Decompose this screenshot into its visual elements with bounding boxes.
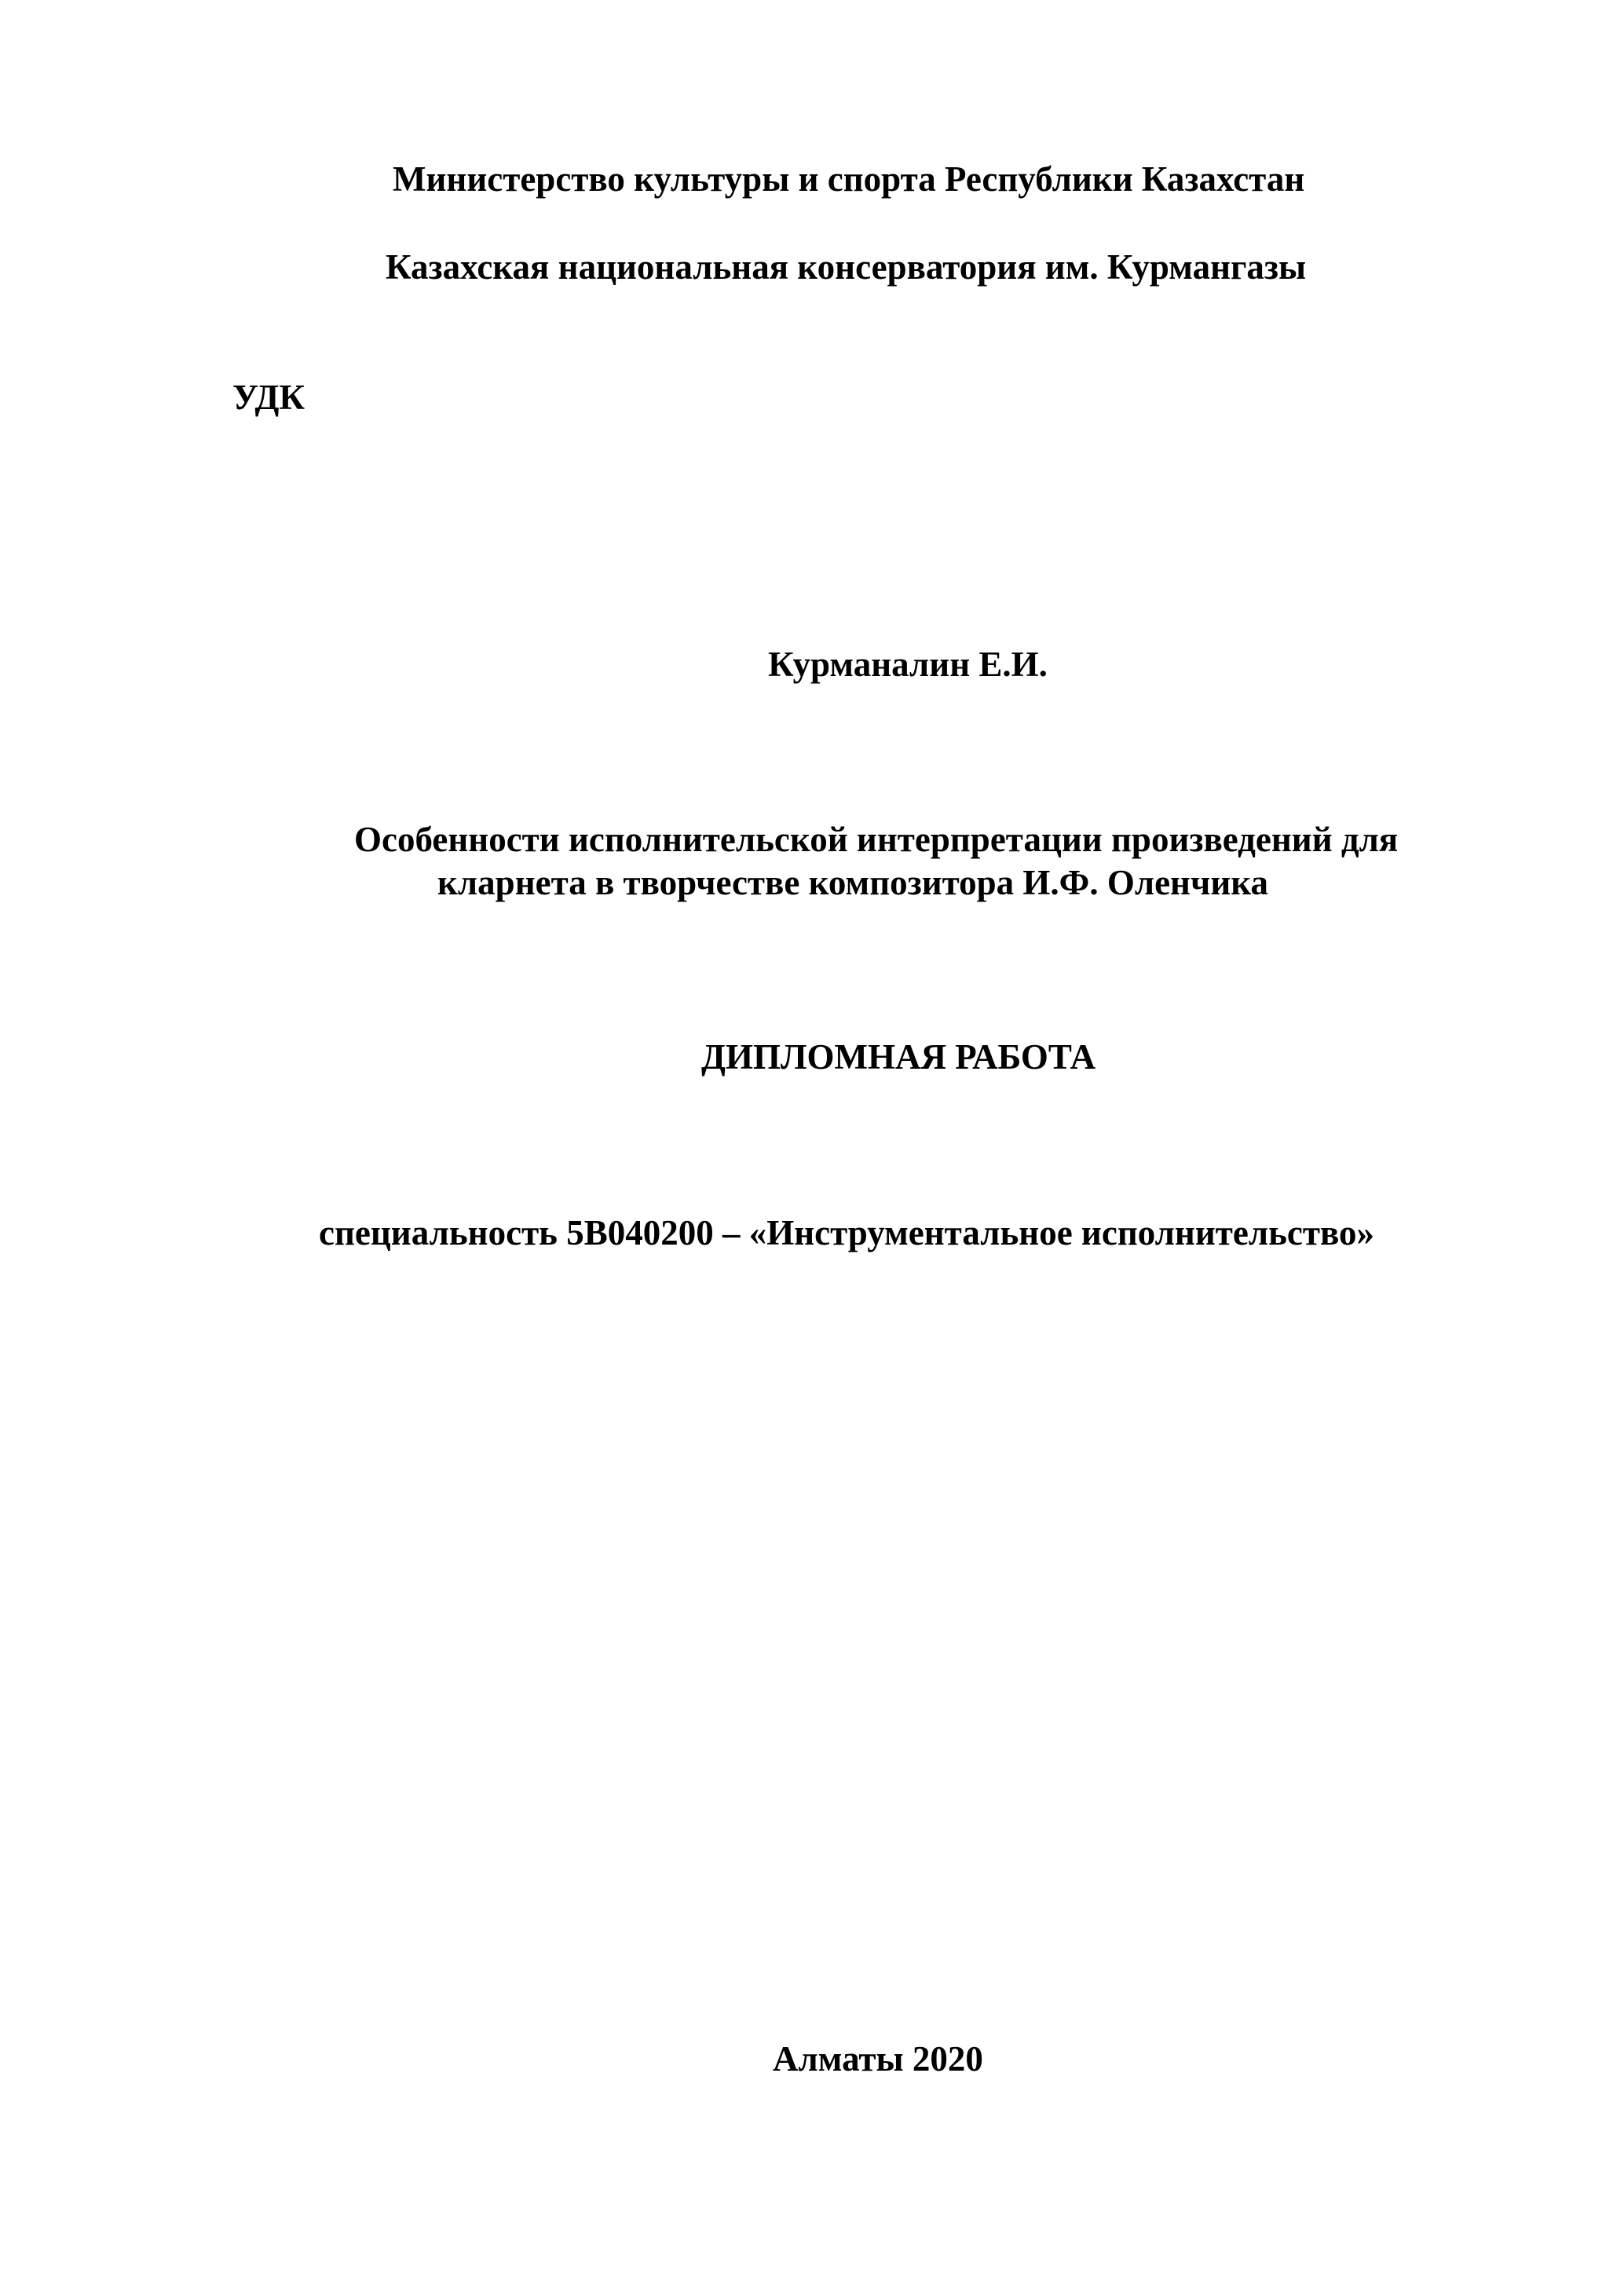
thesis-title-line-2: кларнета в творчестве композитора И.Ф. Оленчика: [437, 863, 1269, 902]
institution-heading: Казахская национальная консерватория им. Курмангазы: [386, 247, 1307, 287]
specialty-line: специальность 5В040200 – «Инструментальное исполнительство»: [319, 1213, 1374, 1252]
author-name: Курманалин Е.И.: [768, 645, 1048, 684]
udk-label: УДК: [232, 378, 305, 417]
city-year-footer: Алматы 2020: [773, 2039, 983, 2078]
thesis-title-line-1: Особенности исполнительской интерпретации произведений для: [354, 820, 1399, 859]
ministry-heading: Министерство культуры и спорта Республики Казахстан: [393, 159, 1305, 199]
work-type-heading: ДИПЛОМНАЯ РАБОТА: [701, 1037, 1096, 1077]
